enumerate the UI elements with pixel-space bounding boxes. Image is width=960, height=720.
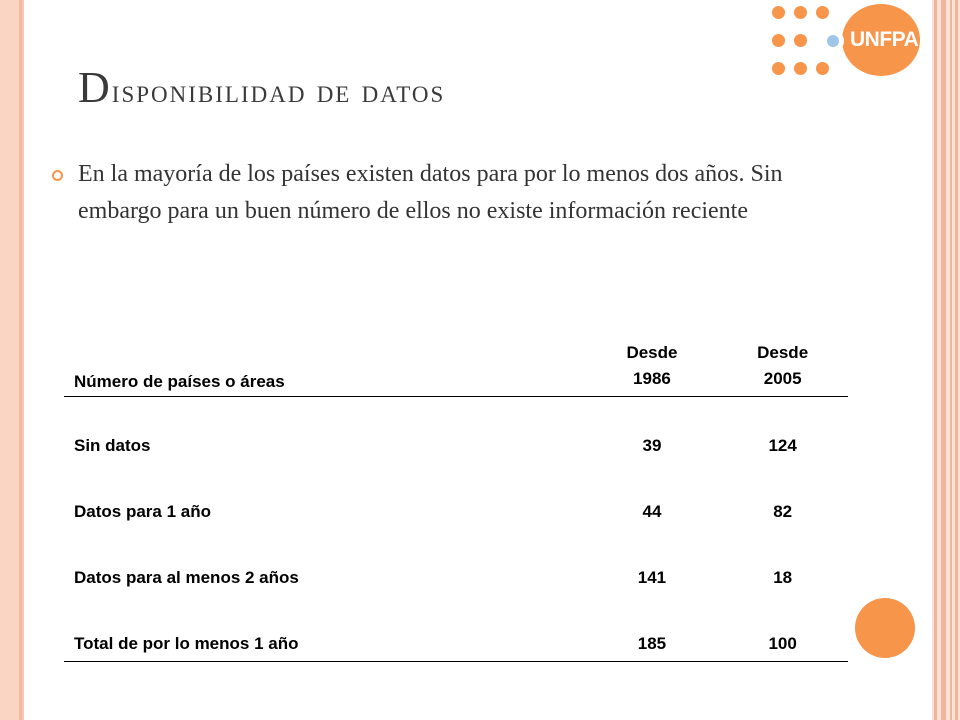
unfpa-logo (772, 2, 922, 80)
row-label: Total de por lo menos 1 año (74, 634, 299, 653)
table-row (64, 595, 848, 662)
row-value-1986: 185 (637, 634, 667, 653)
header-col-2005: Desde 2005 (757, 343, 809, 388)
row-value-2005: 124 (768, 436, 797, 455)
table-row (64, 463, 848, 529)
row-label: Sin datos (74, 436, 151, 455)
table-header-row (64, 322, 848, 397)
row-value-1986: 141 (637, 568, 667, 587)
bullet-circle-icon (52, 170, 63, 181)
un-emblem-icon (822, 30, 844, 52)
right-decorative-stripes (932, 0, 960, 720)
table-row (64, 397, 848, 464)
row-value-1986: 39 (642, 436, 662, 455)
left-decorative-border (0, 0, 22, 720)
title-rest: isponibilidad de datos (111, 74, 446, 110)
row-label: Datos para al menos 2 años (74, 568, 299, 587)
header-col-1986: Desde 1986 (626, 343, 678, 388)
row-value-2005: 82 (773, 502, 793, 521)
row-value-2005: 100 (768, 634, 797, 653)
data-availability-table (64, 322, 848, 662)
title-initial: D (78, 63, 112, 112)
row-value-1986: 44 (642, 502, 662, 521)
left-border-line (22, 0, 24, 720)
bullet-text: En la mayoría de los países existen datos para por lo menos dos años. Sin embargo para un buen número de ellos no existe información reciente (78, 161, 783, 224)
row-value-2005: 18 (773, 568, 793, 587)
header-label: Número de países o áreas (74, 372, 285, 391)
slide-title (78, 62, 445, 113)
table-row (64, 529, 848, 595)
row-label: Datos para 1 año (74, 502, 211, 521)
decorative-circle (855, 598, 915, 658)
logo-text: UNFPA (850, 28, 919, 51)
